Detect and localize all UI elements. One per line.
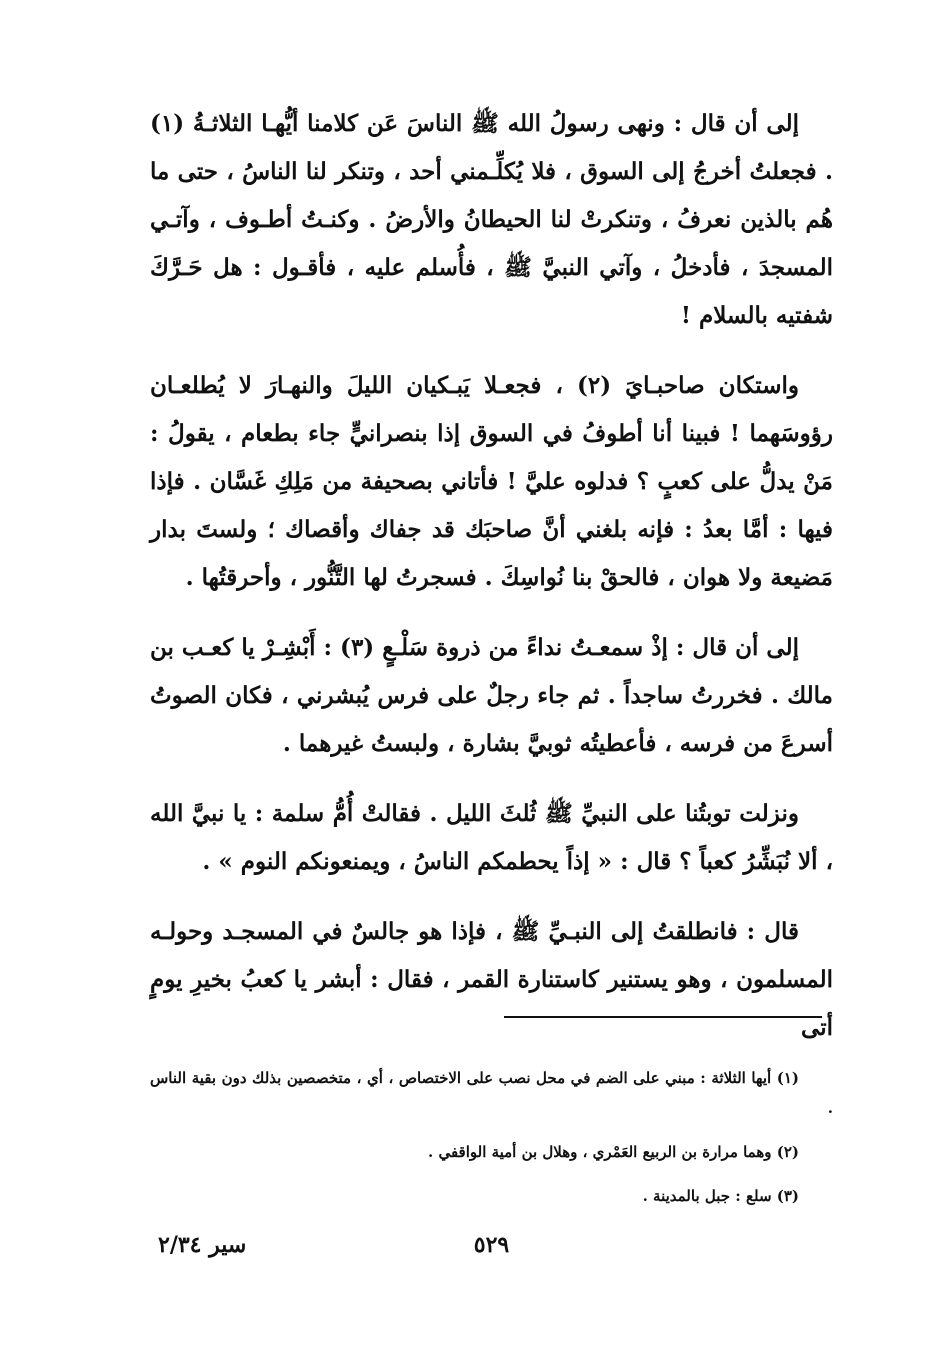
paragraph-5: قال : فانطلقتُ إلى النبـيِّ ﷺ ، فإذا هو جالسٌ في المسجـد وحولـه المسلمون ، وهو يستنير كاستنارة القمر ، فقال : أبشر يا كعبُ بخيرِ يومٍ أتى (150, 918, 833, 1041)
footnote-3: (٣) سلع : جبل بالمدينة . (642, 1187, 799, 1205)
footnote-2: (٢) وهما مرارة بن الربيع العَمْري ، وهلال بن أمية الواقفي . (428, 1143, 799, 1161)
paragraph-3: إلى أن قال : إذْ سمعـتُ نداءً من ذروة سَلْـعٍ (٣) : أَبْشِـرْ يا كعـب بن مالك . فخررتُ ساجداً . ثم جاء رجلٌ على فرس يُبشرني ، فكان الصوتُ أسرعَ من فرسه ، فأعطيتُه ثوبيَّ بشارة ، ولبستُ غيرهما . (150, 634, 833, 757)
footnote-1: (١) أيها الثلاثة : مبني على الضم في محل نصب على الاختصاص ، أي ، متخصصين بذلك دون بقية الناس . (150, 1069, 833, 1117)
paragraph-2: واستكان صاحبـايَ (٢) ، فجعـلا يَبـكيان الليلَ والنهـارَ لا يُطلعـان رؤوسَهما ! فبينا أنا أطوفُ في السوق إذا بنصرانيٍّ جاء بطعام ، يقولُ : مَنْ يدلُّ على كعبٍ ؟ فدلوه عليَّ ! فأتاني بصحيفة من مَلِكِ غَسَّان . فإذا فيها : أمَّا بعدُ : فإنه بلغني أنَّ صاحبَك قد جفاك وأقصاك ؛ ولستَ بدار مَضيعة ولا هوان ، فالحقْ بنا نُواسِكَ . فسجرتُ لها التَّنُّور ، وأحرقتُها . (150, 372, 833, 591)
page-footer (150, 1232, 833, 1272)
footnote-divider (504, 1016, 822, 1018)
paragraph-4: ونزلت توبتُنا على النبيِّ ﷺ ثُلثَ الليل . فقالتْ أُمُّ سلمة : يا نبيَّ الله ، ألا نُبَشِّرُ كعباً ؟ قال : « إذاً يحطمكم الناسُ ، ويمنعونكم النوم » . (150, 800, 833, 875)
main-text (150, 100, 833, 1074)
printer-signature: سير ٢/٣٤ (158, 1232, 247, 1258)
paragraph-1: إلى أن قال : ونهى رسولُ الله ﷺ الناسَ عَن كلامنا أيُّهـا الثلاثـةُ (١) . فجعلتُ أخرجُ إلى السوق ، فلا يُكلِّـمني أحد ، وتنكر لنا الناسُ ، حتى ما هُم بالذين نعرفُ ، وتنكرتْ لنا الحيطانُ والأرضُ . وكنـتُ أطـوف ، وآتـي المسجدَ ، فأدخلُ ، وآتي النبيَّ ﷺ ، فأُسلم عليه ، فأقـول : هل حَـرَّكَ شفتيه بالسلام ! (150, 110, 833, 329)
footnotes (150, 1063, 833, 1225)
page-number: ٥٢٩ (473, 1232, 510, 1258)
